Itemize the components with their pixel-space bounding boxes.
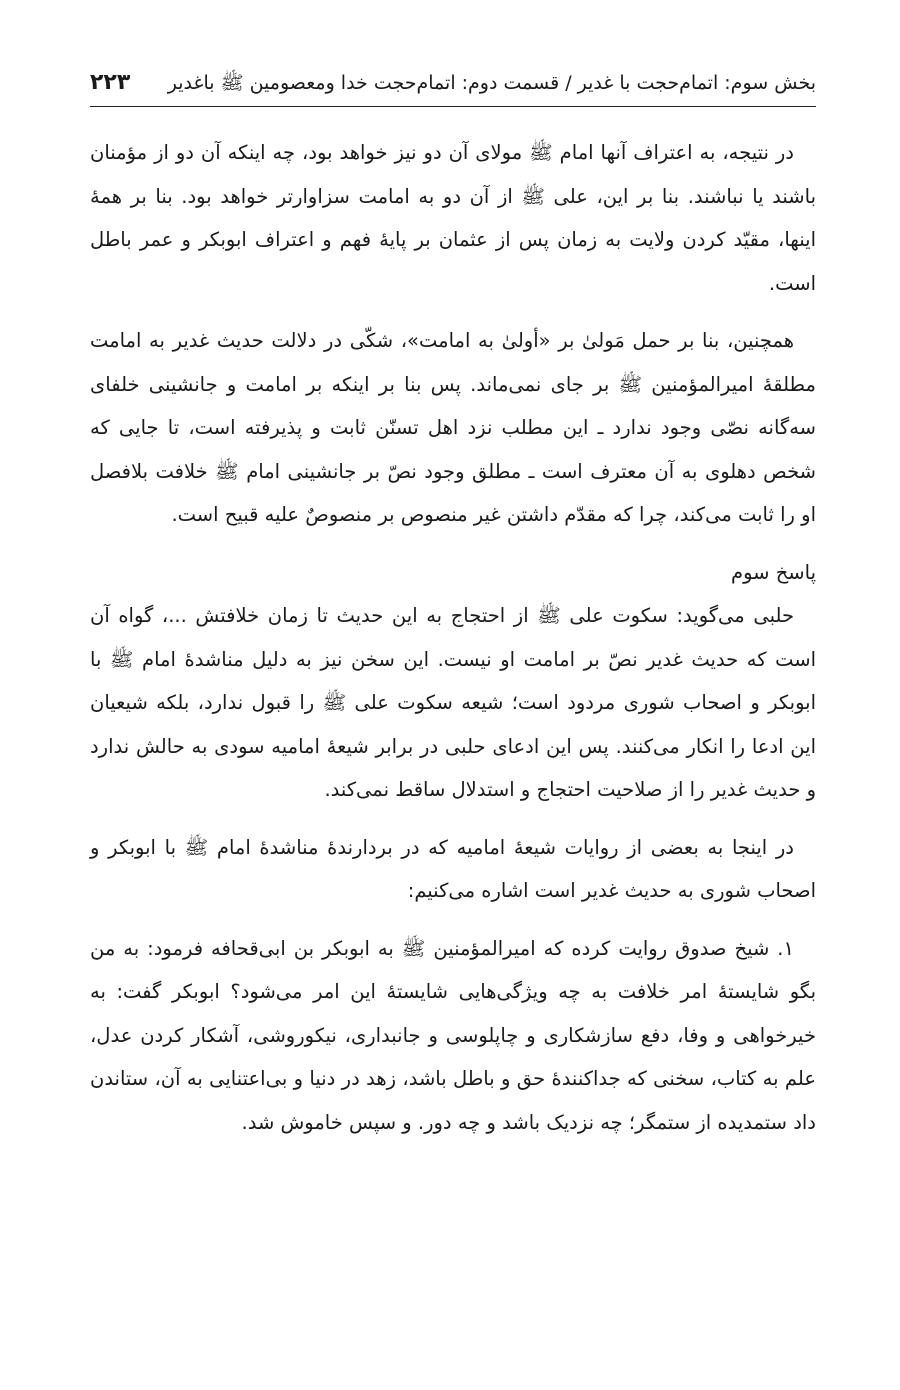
running-header-title: بخش سوم: اتمام‌حجت با غدیر / قسمت دوم: اتمام‌حجت خدا ومعصومین ﷺ باغدیر [167, 72, 816, 94]
paragraph-conclusion: در نتیجه، به اعتراف آنها امام ﷺ مولای آن دو نیز خواهد بود، چه اینکه آن دو از مؤمنان باشند یا نباشند. بنا بر این، علی ﷺ از آن دو به امامت سزاوارتر خواهد بود. بنا بر همهٔ اینها، مقیّد کردن ولایت به زمان پس از عثمان بر پایهٔ فهم و اعتراف ابوبکر و عمر باطل است. [90, 141, 816, 295]
body-text [90, 131, 816, 1144]
running-header [90, 60, 816, 107]
section-heading: پاسخ سوم [731, 560, 816, 584]
book-page [90, 60, 816, 1144]
paragraph-mawla-awla: همچنین، بنا بر حمل مَولیٰ بر «أولیٰ به امامت»، شکّی در دلالت حدیث غدیر به امامت مطلقهٔ امیرالمؤمنین ﷺ بر جای نمی‌ماند. پس بنا بر اینکه بر امامت و جانشینی خلفای سه‌گانه نصّی وجود ندارد ـ این مطلب نزد اهل تسنّن ثابت و پذیرفته است، تا جایی که شخص دهلوی به آن معترف است ـ مطلق وجود نصّ بر جانشینی امام ﷺ خلافت بلافصل او را ثابت می‌کند، چرا که مقدّم داشتن غیر منصوص بر منصوصٌ علیه قبیح است. [90, 329, 816, 526]
paragraph-narrations-intro: در اینجا به بعضی از روایات شیعهٔ امامیه که در بردارندهٔ مناشدهٔ امام ﷺ با ابوبکر و اصحاب شوری به حدیث غدیر است اشاره می‌کنیم: [90, 835, 816, 902]
paragraph-halabi: حلبی می‌گوید: سکوت علی ﷺ از احتجاج به این حدیث تا زمان خلافتش ...، گواه آن است که حدیث غدیر نصّ بر امامت او نیست. این سخن نیز به دلیل مناشدهٔ امام ﷺ با ابوبکر و اصحاب شوری مردود است؛ شیعه سکوت علی ﷺ را قبول ندارد، بلکه شیعیان این ادعا را انکار می‌کنند. پس این ادعای حلبی در برابر شیعهٔ امامیه سودی به حالش ندارد و حدیث غدیر را از صلاحیت احتجاج و استدلال ساقط نمی‌کند. [90, 604, 816, 801]
paragraph-saduq-narration: ۱. شیخ صدوق روایت کرده که امیرالمؤمنین ﷺ به ابوبکر بن ابی‌قحافه فرمود: به من بگو شایستهٔ امر خلافت به چه ویژگی‌هایی شایستهٔ این امر می‌شود؟ ابوبکر گفت: به خیرخواهی و وفا، دفع سازشکاری و چاپلوسی و جانبداری، نیکوروشی، آشکار کردن عدل، علم به کتاب، سخنی که جداکنندهٔ حق و باطل باشد، زهد در دنیا و بی‌اعتنایی به آن، ستاندن داد ستمدیده از ستمگر؛ چه نزدیک باشد و چه دور. و سپس خاموش شد. [90, 936, 816, 1134]
page-number: ۲۲۳ [90, 70, 131, 95]
